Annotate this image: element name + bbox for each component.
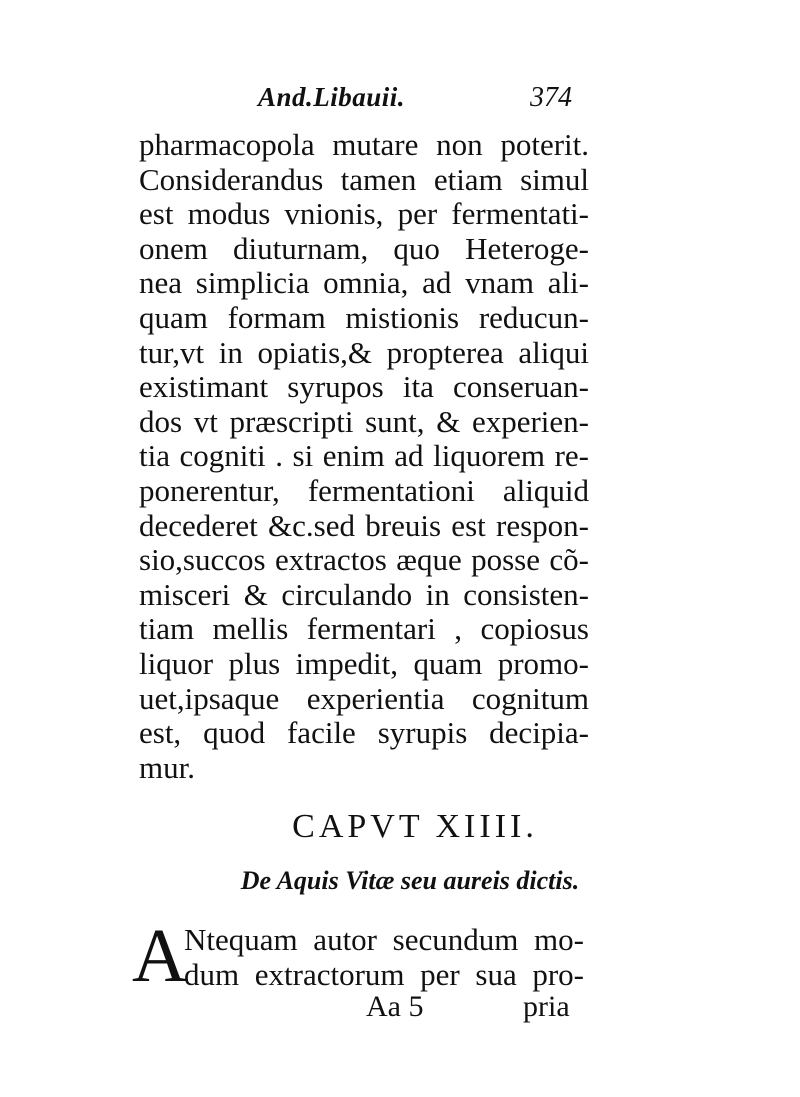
text-line: tiam mellis fermentari , copiosus (139, 611, 589, 647)
chapter-subtitle: De Aquis Vitæ seu aureis dictis. (240, 866, 580, 895)
text-line: tia cogniti . si enim ad liquorem re- (139, 438, 589, 474)
text-line: pharmacopola mutare non poterit. (139, 127, 589, 162)
text-line: misceri & circulando in consisten- (139, 576, 589, 612)
chapter-heading: CAPVT XIIII. (292, 808, 538, 845)
text-line: dum extractorum per sua pro- (184, 957, 584, 992)
running-head: And.Libauii. (258, 82, 406, 112)
text-line: existimant syrupos ita conseruan- (139, 369, 589, 405)
text-line: ponerentur, fermentationi aliquid (139, 472, 589, 508)
text-line: onem diuturnam, quo Heterogе- (139, 230, 589, 266)
drop-cap: A (132, 914, 187, 998)
text-line: liquor plus impedit, quam promo- (139, 645, 589, 681)
text-line: sio,succos extractos æque posse cõ- (139, 542, 589, 578)
text-line: decederet &c.sed breuis est respon- (139, 507, 589, 543)
signature-mark: Aa 5 (366, 990, 424, 1023)
text-line: tur,vt in opiatis,& propterea aliqui (139, 334, 589, 370)
page-number: 374 (530, 82, 572, 113)
opening-text (184, 922, 584, 992)
catchword: pria (523, 990, 570, 1023)
text-line: dos vt præscripti sunt, & experien- (139, 403, 589, 439)
text-line: est modus vnionis, per fermentati- (139, 196, 589, 232)
text-line: uet,ipsaque experientia cognitum (139, 680, 589, 716)
text-line: Ntequam autor secundum mo- (184, 922, 584, 957)
text-line: quam formam mistionis reducun- (139, 299, 589, 335)
text-line: nea simplicia omnia, ad vnam ali- (139, 265, 589, 301)
text-line: mur. (139, 749, 195, 785)
body-text (139, 128, 589, 785)
text-line: Considerandus tamen etiam simul (139, 161, 589, 197)
text-line: est, quod facile syrupis decipia- (139, 715, 589, 751)
